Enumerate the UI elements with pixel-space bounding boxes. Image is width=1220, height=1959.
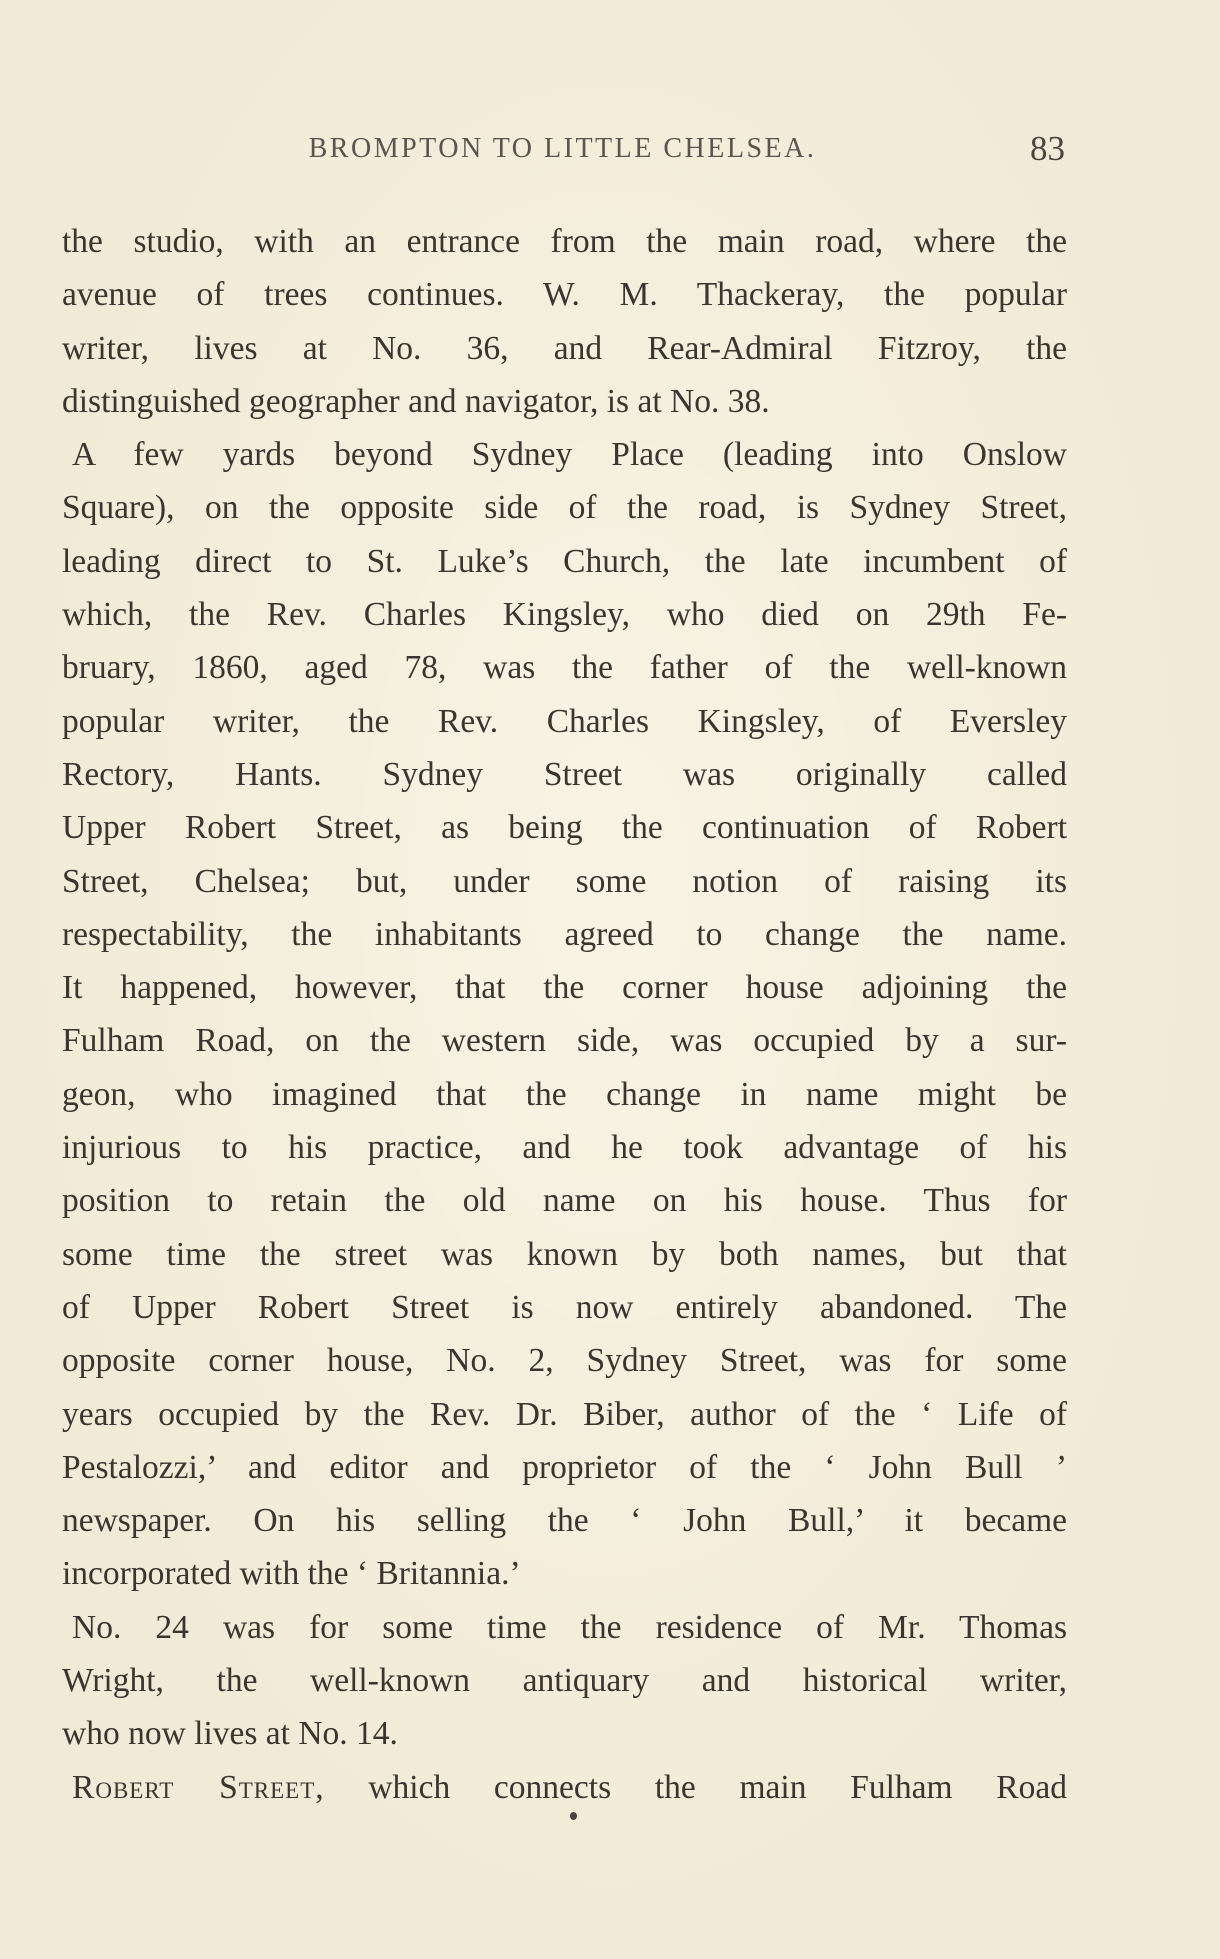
text-line: opposite corner house, No. 2, Sydney Street, was for some bbox=[62, 1342, 1067, 1380]
text-line: Pestalozzi,’ and editor and proprietor of the ‘ John Bull ’ bbox=[62, 1448, 1067, 1486]
text-line: respectability, the inhabitants agreed to change the name. bbox=[62, 915, 1067, 953]
page-number: 83 bbox=[1030, 129, 1065, 168]
text-line: Square), on the opposite side of the road, is Sydney Street, bbox=[62, 489, 1067, 527]
paragraph-start: No. 24 was for some time the residence of Mr. Thomas bbox=[72, 1608, 1067, 1646]
text-line: Street, Chelsea; but, under some notion of raising its bbox=[62, 862, 1067, 900]
text-fragment: which connects the main Fulham Road bbox=[324, 1768, 1067, 1806]
text-line: newspaper. On his selling the ‘ John Bull,’ it became bbox=[62, 1502, 1067, 1540]
ink-mark bbox=[570, 1812, 577, 1820]
text-line: injurious to his practice, and he took advantage of his bbox=[62, 1129, 1067, 1167]
text-line: It happened, however, that the corner house adjoining the bbox=[62, 969, 1067, 1007]
text-line: distinguished geographer and navigator, is at No. 38. bbox=[62, 382, 770, 420]
text-line: bruary, 1860, aged 78, was the father of the well-known bbox=[62, 649, 1067, 687]
text-line: years occupied by the Rev. Dr. Biber, author of the ‘ Life of bbox=[62, 1395, 1067, 1433]
text-line: of Upper Robert Street is now entirely abandoned. The bbox=[62, 1288, 1067, 1326]
text-line: Rectory, Hants. Sydney Street was originally called bbox=[62, 755, 1067, 793]
chapter-title: BROMPTON TO LITTLE CHELSEA. bbox=[308, 133, 817, 164]
text-line: who now lives at No. 14. bbox=[62, 1715, 398, 1753]
text-line: the studio, with an entrance from the main road, where the bbox=[62, 223, 1067, 260]
paragraph-start bbox=[62, 1761, 1067, 1814]
text-line: Fulham Road, on the western side, was occupied by a sur- bbox=[62, 1022, 1067, 1060]
street-name-smallcaps: Robert Street, bbox=[72, 1768, 325, 1806]
text-line: incorporated with the ‘ Britannia.’ bbox=[62, 1555, 521, 1593]
body-text bbox=[62, 215, 1067, 1814]
text-line: avenue of trees continues. W. M. Thackeray, the popular bbox=[62, 276, 1067, 314]
text-line: geon, who imagined that the change in name might be bbox=[62, 1075, 1067, 1113]
paragraph-start: A few yards beyond Sydney Place (leading into Onslow bbox=[72, 436, 1067, 474]
text-line: writer, lives at No. 36, and Rear-Admiral Fitzroy, the bbox=[62, 329, 1067, 367]
text-line: Wright, the well-known antiquary and historical writer, bbox=[62, 1662, 1067, 1700]
text-line: leading direct to St. Luke’s Church, the late incumbent of bbox=[62, 542, 1067, 580]
text-line: position to retain the old name on his house. Thus for bbox=[62, 1182, 1067, 1220]
text-line: Upper Robert Street, as being the continuation of Robert bbox=[62, 809, 1067, 847]
running-header bbox=[60, 129, 1065, 173]
text-line: some time the street was known by both names, but that bbox=[62, 1235, 1067, 1273]
text-line: popular writer, the Rev. Charles Kingsley, of Eversley bbox=[62, 702, 1067, 740]
text-line: which, the Rev. Charles Kingsley, who died on 29th Fe- bbox=[62, 596, 1067, 634]
